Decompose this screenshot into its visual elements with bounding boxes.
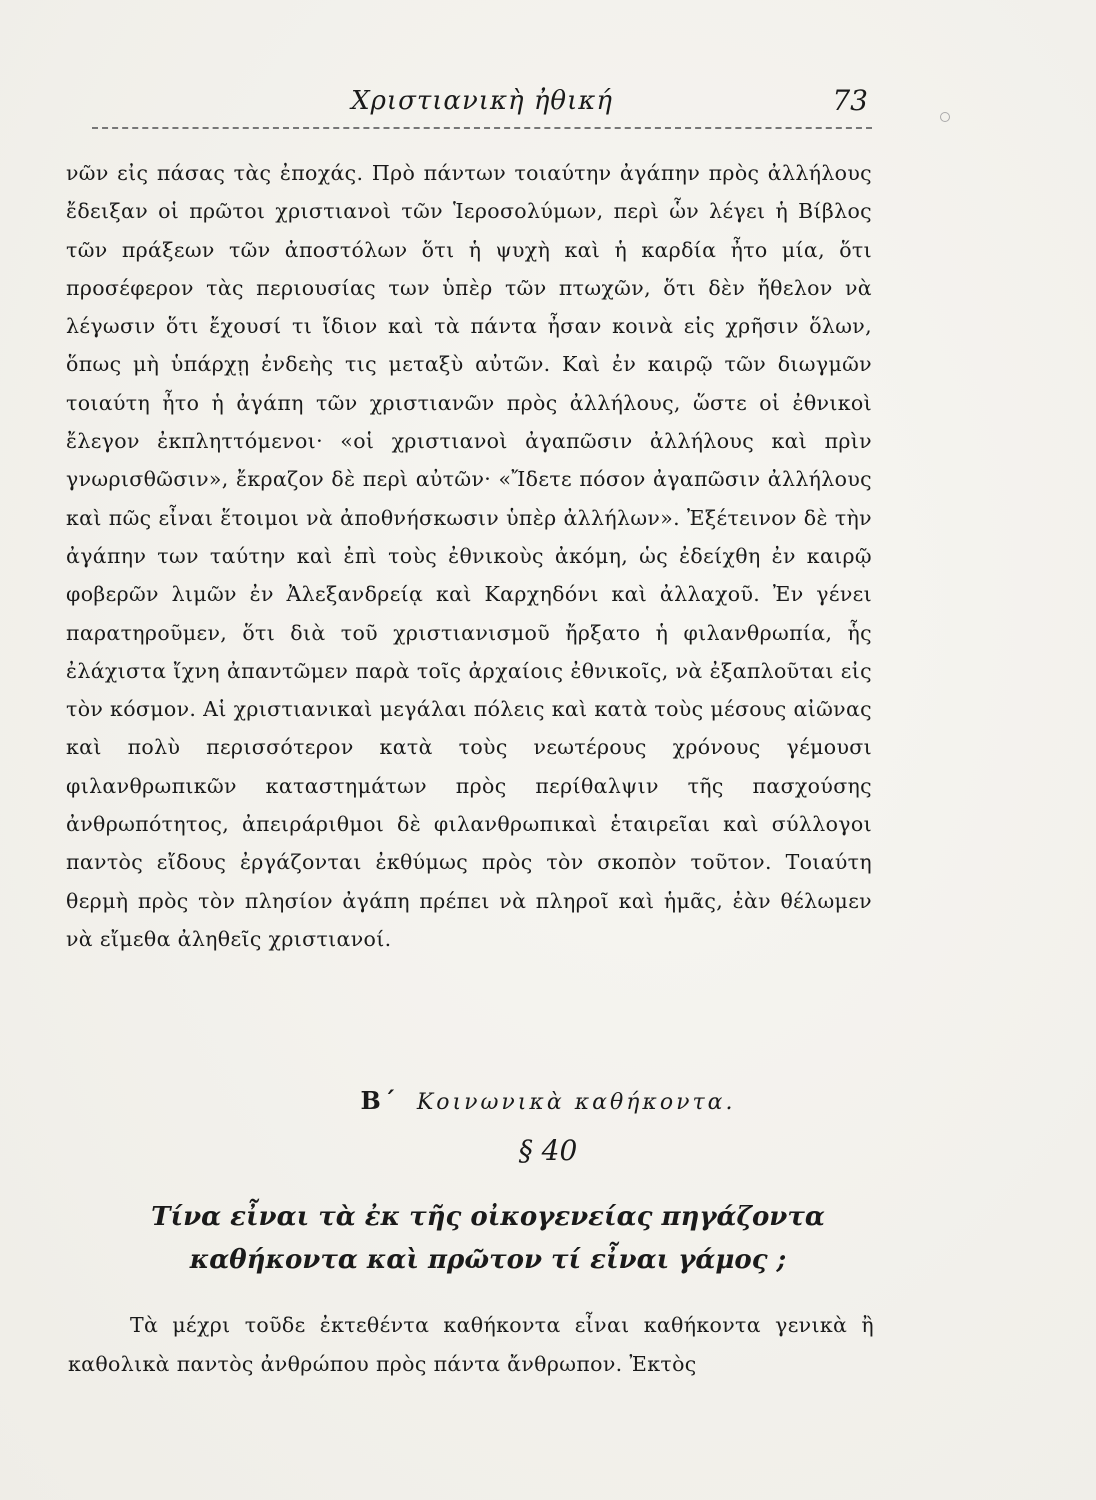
page-header: [92, 82, 872, 130]
part-heading: [0, 1086, 1096, 1115]
header-rule: [92, 127, 872, 129]
section-title: Τίνα εἶναι τὰ ἐκ τῆς οἰκογενείας πηγάζοντα καθήκοντα καὶ πρῶτον τί εἶναι γάμος ;: [151, 1202, 825, 1275]
running-title: Χριστιανικὴ ἠθική: [351, 86, 613, 116]
part-number: Β΄: [360, 1086, 399, 1115]
page-number: 73: [832, 84, 868, 117]
section-number: § 40: [518, 1134, 578, 1167]
part-label: Κοινωνικὰ καθήκοντα.: [416, 1090, 736, 1115]
paper-speck: [940, 112, 950, 122]
section-body-paragraph: Τὰ μέχρι τοῦδε ἐκτεθέντα καθήκοντα εἶναι καθήκοντα γενικὰ ἢ καθολικὰ παντὸς ἀνθρώπου πρὸς πάντα ἄνθρωπον. Ἐκτὸς: [68, 1313, 874, 1376]
body-paragraph: νῶν εἰς πάσας τὰς ἐποχάς. Πρὸ πάντων τοιαύτην ἀγάπην πρὸς ἀλλήλους ἔδειξαν οἱ πρῶτοι χριστιανοὶ τῶν Ἱεροσολύμων, περὶ ὧν λέγει ἡ Βίβλος τῶν πράξεων τῶν ἀποστόλων ὅτι ἡ ψυχὴ καὶ ἡ καρδία ἦτο μία, ὅτι προσέφερον τὰς περιουσίας των ὑπὲρ τῶν πτωχῶν, ὅτι δὲν ἤθελον νὰ λέγωσιν ὅτι ἔχουσί τι ἴδιον καὶ τὰ πάντα ἦσαν κοινὰ εἰς χρῆσιν ὅλων, ὅπως μὴ ὑπάρχῃ ἐνδεὴς τις μεταξὺ αὐτῶν. Καὶ ἐν καιρῷ τῶν διωγμῶν τοιαύτη ἦτο ἡ ἀγάπη τῶν χριστιανῶν πρὸς ἀλλήλους, ὥστε οἱ ἐθνικοὶ ἔλεγον ἐκπληττόμενοι· «οἱ χριστιανοὶ ἀγαπῶσιν ἀλλήλους καὶ πρὶν γνωρισθῶσιν», ἔκραζον δὲ περὶ αὐτῶν· «Ἴδετε πόσον ἀγαπῶσιν ἀλλήλους καὶ πῶς εἶναι ἕτοιμοι νὰ ἀποθνήσκωσιν ὑπὲρ ἀλλήλων». Ἐξέτεινον δὲ τὴν ἀγάπην των ταύτην καὶ ἐπὶ τοὺς ἐθνικοὺς ἀκόμη, ὡς ἐδείχθη ἐν καιρῷ φοβερῶν λιμῶν ἐν Ἀλεξανδρείᾳ καὶ Καρχηδόνι καὶ ἀλλαχοῦ. Ἐν γένει παρατηροῦμεν, ὅτι διὰ τοῦ χριστιανισμοῦ ἤρξατο ἡ φιλανθρωπία, ἧς ἐλάχιστα ἴχνη ἀπαντῶμεν παρὰ τοῖς ἀρχαίοις ἐθνικοῖς, νὰ ἐξαπλοῦται εἰς τὸν κόσμον. Αἱ χριστιανικαὶ μεγάλαι πόλεις καὶ κατὰ τοὺς μέσους αἰῶνας καὶ πολὺ περισσότερον κατὰ τοὺς νεωτέρους χρόνους γέμουσι φιλανθρωπικῶν καταστημάτων πρὸς περίθαλψιν τῆς πασχούσης ἀνθρωπότητος, ἀπειράριθμοι δὲ φιλανθρωπικαὶ ἑταιρεῖαι καὶ σύλλογοι παντὸς εἴδους ἐργάζονται ἐκθύμως πρὸς τὸν σκοπὸν τοῦτον. Τοιαύτη θερμὴ πρὸς τὸν πλησίον ἀγάπη πρέπει νὰ πληροῖ καὶ ἡμᾶς, ἐὰν θέλωμεν νὰ εἴμεθα ἀληθεῖς χριστιανοί.: [66, 161, 872, 951]
